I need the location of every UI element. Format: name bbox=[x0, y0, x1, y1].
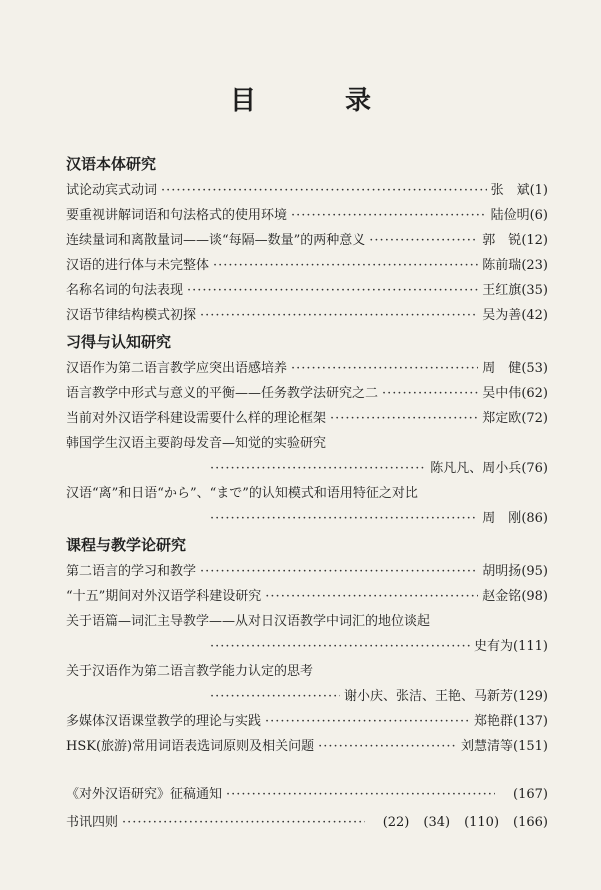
entry-title: 当前对外汉语学科建设需要什么样的理论框架 bbox=[66, 411, 327, 426]
section-heading: 汉语本体研究 bbox=[66, 155, 157, 173]
entry-page: (137) bbox=[513, 714, 548, 729]
table-of-contents bbox=[66, 150, 548, 837]
section-heading: 习得与认知研究 bbox=[66, 333, 172, 351]
entry-page: (53) bbox=[521, 361, 548, 376]
toc-entry[interactable] bbox=[66, 303, 548, 328]
entry-title: 韩国学生汉语主要韵母发音—知觉的实验研究 bbox=[66, 436, 327, 451]
entry-title: 汉语作为第二语言教学应突出语感培养 bbox=[66, 361, 288, 376]
entry-author: 周 健 bbox=[482, 361, 522, 376]
entry-title: “十五”期间对外汉语学科建设研究 bbox=[66, 589, 262, 604]
leader-dots bbox=[210, 634, 470, 659]
toc-entry[interactable] bbox=[66, 203, 548, 228]
entry-title: 汉语“离”和日语“から”、“まで”的认知模式和语用特征之对比 bbox=[66, 486, 418, 501]
entry-author: 郑艳群 bbox=[474, 714, 514, 729]
leader-dots bbox=[187, 278, 478, 303]
toc-entry[interactable] bbox=[66, 481, 548, 531]
entry-page: (95) bbox=[521, 564, 548, 579]
leader-dots bbox=[291, 356, 478, 381]
toc-entry[interactable] bbox=[66, 659, 548, 709]
entry-author: 陆俭明 bbox=[490, 208, 530, 223]
page-title: 目 录 bbox=[229, 86, 412, 116]
entry-page: (76) bbox=[521, 461, 548, 476]
entry-page: (111) bbox=[513, 639, 548, 654]
leader-dots bbox=[210, 506, 478, 531]
entry-title: 书讯四则 bbox=[66, 815, 119, 830]
entry-author: 吴为善 bbox=[482, 308, 522, 323]
leader-dots bbox=[369, 228, 478, 253]
entry-title: 语言教学中形式与意义的平衡——任务教学法研究之二 bbox=[66, 386, 379, 401]
toc-entry[interactable] bbox=[66, 809, 548, 837]
toc-entry[interactable] bbox=[66, 609, 548, 659]
leader-dots bbox=[382, 381, 478, 406]
entry-author: 史有为 bbox=[474, 639, 514, 654]
entry-title: 连续量词和离散量词——谈“每隔—数量”的两种意义 bbox=[66, 233, 366, 248]
section-heading: 课程与教学论研究 bbox=[66, 536, 187, 554]
leader-dots bbox=[122, 809, 365, 837]
leader-dots bbox=[330, 406, 478, 431]
toc-entry[interactable] bbox=[66, 356, 548, 381]
entry-page: (23) bbox=[521, 258, 548, 273]
entry-title: 汉语节律结构模式初探 bbox=[66, 308, 197, 323]
entry-title: 关于语篇—词汇主导教学——从对日汉语教学中词汇的地位谈起 bbox=[66, 614, 431, 629]
leader-dots bbox=[200, 303, 478, 328]
toc-entry[interactable] bbox=[66, 228, 548, 253]
entry-author: 谢小庆、张洁、王艳、马新芳 bbox=[344, 689, 514, 704]
entry-page: (62) bbox=[521, 386, 548, 401]
entry-author: 陈凡凡、周小兵 bbox=[430, 461, 522, 476]
entry-page: (110) bbox=[464, 815, 500, 830]
entry-page: (6) bbox=[529, 208, 548, 223]
leader-dots bbox=[265, 584, 478, 609]
entry-page: (72) bbox=[521, 411, 548, 426]
entry-page: (166) bbox=[513, 815, 548, 830]
entry-title: 多媒体汉语课堂教学的理论与实践 bbox=[66, 714, 262, 729]
entry-page: (35) bbox=[521, 283, 548, 298]
entry-title: 要重视讲解词语和句法格式的使用环境 bbox=[66, 208, 288, 223]
toc-entry[interactable] bbox=[66, 559, 548, 584]
entry-page: (1) bbox=[529, 183, 548, 198]
leader-dots bbox=[210, 456, 426, 481]
toc-entry[interactable] bbox=[66, 431, 548, 481]
leader-dots bbox=[291, 203, 487, 228]
toc-entry[interactable] bbox=[66, 178, 548, 203]
entry-title: 试论动宾式动词 bbox=[66, 183, 158, 198]
extras-list bbox=[66, 781, 548, 837]
toc-entry[interactable] bbox=[66, 584, 548, 609]
toc-entry[interactable] bbox=[66, 381, 548, 406]
toc-entry[interactable] bbox=[66, 709, 548, 734]
toc-entry[interactable] bbox=[66, 781, 548, 809]
leader-dots bbox=[226, 781, 495, 809]
entry-author: 郭 锐 bbox=[482, 233, 522, 248]
entry-author: 赵金铭 bbox=[482, 589, 522, 604]
entry-title: 《对外汉语研究》征稿通知 bbox=[66, 787, 223, 802]
entry-author: 吴中伟 bbox=[482, 386, 522, 401]
leader-dots bbox=[161, 178, 487, 203]
entry-page: (167) bbox=[513, 787, 548, 802]
entry-title: HSK(旅游)常用词语表选词原则及相关问题 bbox=[66, 739, 315, 754]
entry-title: 名称名词的句法表现 bbox=[66, 283, 184, 298]
leader-dots bbox=[318, 734, 457, 759]
entry-page: (129) bbox=[513, 689, 548, 704]
entry-author: 王红旗 bbox=[482, 283, 522, 298]
leader-dots bbox=[210, 684, 340, 709]
entry-title: 关于汉语作为第二语言教学能力认定的思考 bbox=[66, 664, 314, 679]
entry-page: (98) bbox=[521, 589, 548, 604]
toc-entry[interactable] bbox=[66, 253, 548, 278]
toc-entry[interactable] bbox=[66, 734, 548, 759]
toc-entry[interactable] bbox=[66, 278, 548, 303]
entry-title: 汉语的进行体与未完整体 bbox=[66, 258, 210, 273]
entry-page: (151) bbox=[513, 739, 548, 754]
entry-author: 郑定欧 bbox=[482, 411, 522, 426]
entry-author: 张 斌 bbox=[490, 183, 530, 198]
leader-dots bbox=[213, 253, 478, 278]
entry-page: (42) bbox=[521, 308, 548, 323]
entry-page: (86) bbox=[521, 511, 548, 526]
entry-author: 胡明扬 bbox=[482, 564, 522, 579]
entry-author: 周 刚 bbox=[482, 511, 522, 526]
leader-dots bbox=[265, 709, 470, 734]
entry-page: (22) bbox=[382, 815, 410, 830]
toc-entry[interactable] bbox=[66, 406, 548, 431]
entry-title: 第二语言的学习和教学 bbox=[66, 564, 197, 579]
entry-page: (12) bbox=[521, 233, 548, 248]
leader-dots bbox=[200, 559, 478, 584]
entry-page: (34) bbox=[423, 815, 451, 830]
entry-author: 刘慧清等 bbox=[461, 739, 514, 754]
entry-author: 陈前瑞 bbox=[482, 258, 522, 273]
